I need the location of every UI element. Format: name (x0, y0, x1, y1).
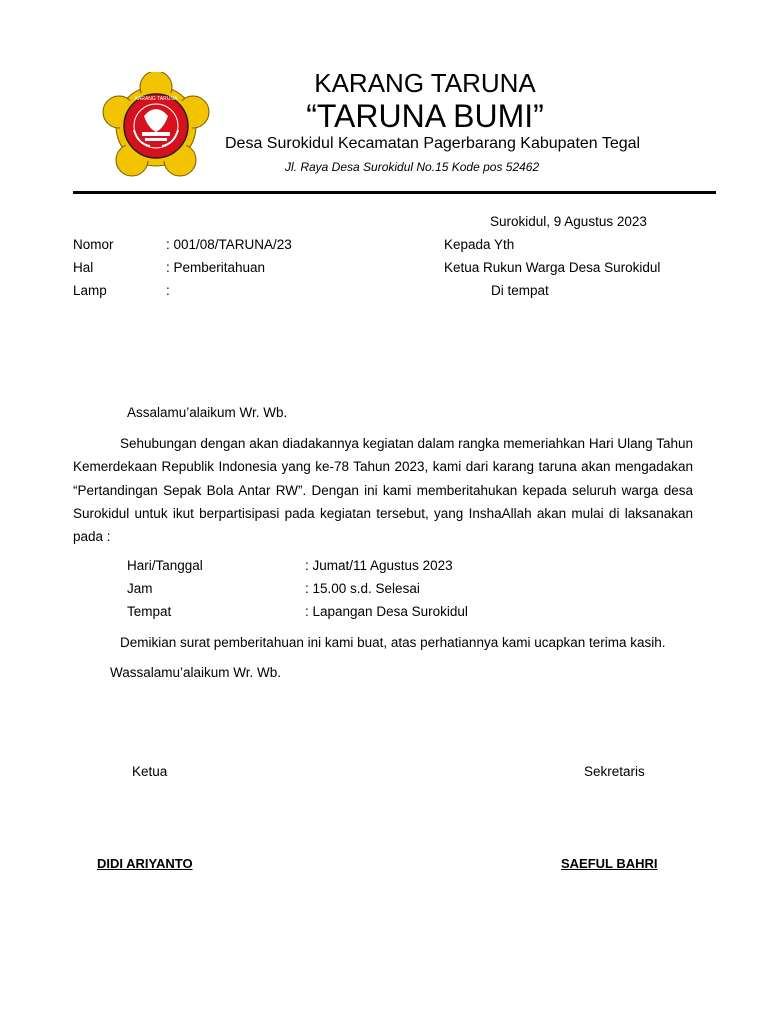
time-label: Jam (127, 581, 153, 596)
day-value: : Jumat/11 Agustus 2023 (305, 558, 453, 573)
nomor-label: Nomor (73, 237, 114, 252)
closing-sentence: Demikian surat pemberitahuan ini kami buat, atas perhatiannya kami ucapkan terima kasih. (120, 635, 666, 650)
place-label: Tempat (127, 604, 172, 619)
time-value: : 15.00 s.d. Selesai (305, 581, 420, 596)
recipient-line-2: Ketua Rukun Warga Desa Surokidul (444, 260, 661, 275)
recipient-line-3: Di tempat (491, 283, 549, 298)
lamp-label: Lamp (73, 283, 107, 298)
recipient-line-1: Kepada Yth (444, 237, 515, 252)
signature-left-title: Ketua (132, 764, 168, 779)
place-value: : Lapangan Desa Surokidul (305, 604, 468, 619)
salutation: Wassalamu’alaikum Wr. Wb. (110, 665, 282, 680)
org-address: Jl. Raya Desa Surokidul No.15 Kode pos 52462 (285, 160, 540, 174)
org-unit-name: “TARUNA BUMI” (306, 98, 544, 134)
svg-text:KARANG TARUNA: KARANG TARUNA (134, 96, 178, 102)
lamp-value: : (166, 283, 170, 298)
signature-left-name: DIDI ARIYANTO (97, 856, 193, 871)
hal-value: : Pemberitahuan (166, 260, 266, 275)
greeting: Assalamu’alaikum Wr. Wb. (127, 405, 288, 420)
letter-date: Surokidul, 9 Agustus 2023 (490, 214, 647, 229)
day-label: Hari/Tanggal (127, 558, 203, 573)
hal-label: Hal (73, 260, 94, 275)
header-divider (73, 191, 716, 194)
karang-taruna-logo (100, 72, 212, 180)
nomor-value: : 001/08/TARUNA/23 (166, 237, 292, 252)
signature-right-name: SAEFUL BAHRI (561, 856, 658, 871)
body-paragraph: Sehubungan dengan akan diadakannya kegiatan dalam rangka memeriahkan Hari Ulang Tahun Kemerdekaan Republik Indonesia yang ke-78 Tahun 2023, kami dari karang taruna akan mengadakan “Pertandingan Sepak Bola Antar RW”. Dengan ini kami memberitahukan kepada seluruh warga desa Surokidul untuk ikut berpartisipasi pada kegiatan tersebut, yang InshaAllah akan mulai di laksanakan pada : (73, 436, 693, 545)
org-name: KARANG TARUNA (314, 68, 536, 98)
org-region: Desa Surokidul Kecamatan Pagerbarang Kabupaten Tegal (225, 135, 641, 152)
signature-right-title: Sekretaris (584, 764, 645, 779)
